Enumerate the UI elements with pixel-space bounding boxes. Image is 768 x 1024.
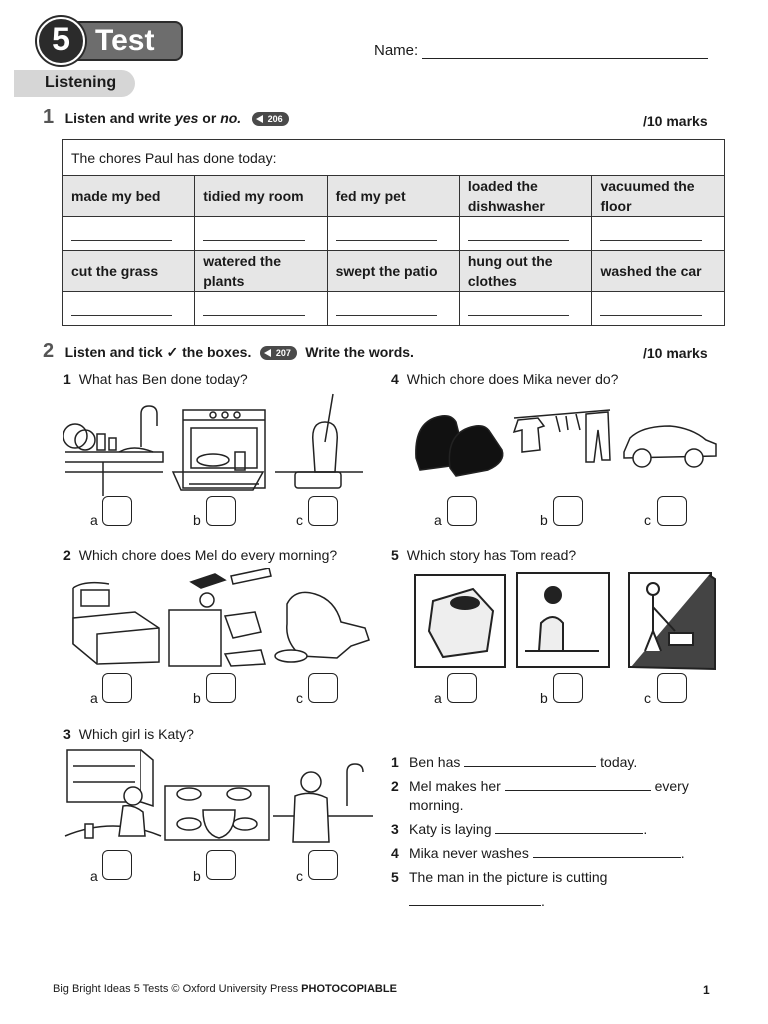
q1-no: no.	[220, 110, 242, 126]
table-row	[63, 251, 725, 292]
item-question-text: Which girl is Katy?	[78, 726, 194, 742]
tick-box-5b[interactable]	[553, 673, 583, 703]
answer-blank[interactable]	[495, 819, 643, 834]
chores-table	[62, 139, 725, 326]
unit-number-circle	[37, 17, 85, 65]
storybook-illustrations	[413, 571, 718, 671]
sentence-4	[391, 841, 721, 865]
q2-header	[43, 340, 414, 363]
answer-cell[interactable]	[459, 292, 592, 326]
tick-box-4a[interactable]	[447, 496, 477, 526]
table-row	[63, 176, 725, 217]
answer-blank[interactable]	[464, 752, 596, 767]
answer-cell[interactable]	[195, 217, 327, 251]
sentence-number: 4	[391, 845, 399, 861]
item-number: 1	[63, 371, 71, 387]
footer-photocopiable: PHOTOCOPIABLE	[301, 983, 397, 995]
tick-box-4b[interactable]	[553, 496, 583, 526]
q2-audio-track: 207	[275, 347, 291, 358]
option-label: b	[193, 512, 201, 528]
item4-pictures	[410, 396, 720, 486]
sentence-5	[391, 865, 721, 889]
tick-box-3c[interactable]	[308, 850, 338, 880]
sentence-number: 5	[391, 869, 399, 885]
tick-box-2b[interactable]	[206, 673, 236, 703]
unit-number: 5	[52, 21, 70, 57]
q2-audio-icon[interactable]	[260, 346, 297, 360]
q1-instruction	[65, 110, 242, 126]
q2-instruction: Listen and tick ✓ the boxes.	[64, 344, 252, 360]
sentence-text: .	[643, 821, 648, 837]
sentence-text: .	[680, 845, 685, 861]
q1-audio-track: 206	[267, 113, 283, 124]
chore-cell: vacuumed the floor	[592, 176, 725, 217]
item3-pictures	[63, 746, 373, 850]
sentence-number: 2	[391, 778, 399, 794]
sentence-number: 3	[391, 821, 399, 837]
answer-blank[interactable]	[533, 843, 681, 858]
sentence-text: Ben has	[409, 754, 461, 770]
option-label: a	[90, 512, 98, 528]
chore-cell: watered the plants	[195, 251, 327, 292]
tick-box-1a[interactable]	[102, 496, 132, 526]
option-label: a	[434, 690, 442, 706]
answer-cell[interactable]	[63, 217, 195, 251]
option-label: a	[90, 690, 98, 706]
option-label: b	[540, 690, 548, 706]
item-question	[63, 726, 194, 742]
sentence-text: today.	[600, 754, 638, 770]
q2-instruction-2: Write the words.	[305, 344, 414, 360]
q2-marks: /10 marks	[643, 345, 708, 361]
option-label: c	[644, 512, 651, 528]
answer-cell[interactable]	[63, 292, 195, 326]
answer-cell[interactable]	[327, 217, 459, 251]
table-row	[63, 292, 725, 326]
answer-cell[interactable]	[592, 217, 725, 251]
item-question	[391, 371, 618, 387]
chore-cell: hung out the clothes	[459, 251, 592, 292]
option-label: b	[540, 512, 548, 528]
answer-cell[interactable]	[195, 292, 327, 326]
tick-box-3a[interactable]	[102, 850, 132, 880]
sentence-list	[391, 750, 721, 913]
chores-table-caption: The chores Paul has done today:	[63, 140, 725, 176]
answer-blank[interactable]	[505, 776, 651, 791]
item-number: 3	[63, 726, 71, 742]
q1-instruction-text: Listen and write	[64, 110, 176, 126]
item-question	[391, 547, 576, 563]
chore-cell: made my bed	[63, 176, 195, 217]
option-label: c	[296, 512, 303, 528]
item-number: 4	[391, 371, 399, 387]
item-number: 5	[391, 547, 399, 563]
item1-pictures	[63, 392, 363, 496]
chore-cell: fed my pet	[327, 176, 459, 217]
bed-toybox-cat-illustrations	[65, 568, 375, 672]
q1-audio-icon[interactable]	[252, 112, 289, 126]
tick-box-2c[interactable]	[308, 673, 338, 703]
answer-blank[interactable]	[409, 891, 541, 906]
item5-pictures	[413, 571, 718, 671]
table-row	[63, 217, 725, 251]
sentence-5-cont	[391, 889, 721, 913]
q1-number: 1	[43, 106, 55, 128]
item-question-text: Which chore does Mel do every morning?	[78, 547, 338, 563]
tick-box-5a[interactable]	[447, 673, 477, 703]
sentence-text: .	[541, 893, 545, 909]
sentence-text: every	[654, 778, 689, 794]
q1-or: or	[198, 110, 221, 126]
footer-text: Big Bright Ideas 5 Tests © Oxford University Press	[53, 983, 302, 995]
sentence-text: The man in the picture is cutting	[409, 869, 608, 885]
q2-number: 2	[43, 340, 55, 362]
sentence-text: Mika never washes	[409, 845, 529, 861]
option-label: a	[434, 512, 442, 528]
kitchen-illustrations	[63, 392, 363, 496]
q1-yes: yes	[175, 110, 199, 126]
q1-header	[43, 106, 289, 129]
item-question-text: Which story has Tom read?	[406, 547, 577, 563]
option-label: a	[90, 868, 98, 884]
option-label: c	[296, 868, 303, 884]
item-number: 2	[63, 547, 71, 563]
name-rule[interactable]	[422, 44, 708, 59]
answer-cell[interactable]	[592, 292, 725, 326]
answer-cell[interactable]	[459, 217, 592, 251]
sentence-text: Katy is laying	[409, 821, 492, 837]
item-question-text: Which chore does Mika never do?	[406, 371, 619, 387]
name-label: Name:	[374, 42, 419, 59]
page-number: 1	[703, 983, 710, 997]
sentence-text: Mel makes her	[409, 778, 501, 794]
chore-cell: loaded the dishwasher	[459, 176, 592, 217]
section-tab	[14, 70, 135, 97]
tick-box-4c[interactable]	[657, 496, 687, 526]
chore-cell: washed the car	[592, 251, 725, 292]
option-label: b	[193, 868, 201, 884]
name-field[interactable]	[374, 42, 708, 59]
item-question-text: What has Ben done today?	[78, 371, 248, 387]
test-badge	[37, 17, 182, 63]
sentence-1	[391, 750, 721, 774]
girls-chores-illustrations	[63, 746, 373, 850]
tick-box-1b[interactable]	[206, 496, 236, 526]
q1-marks: /10 marks	[643, 113, 708, 129]
tick-box-5c[interactable]	[657, 673, 687, 703]
answer-cell[interactable]	[327, 292, 459, 326]
option-label: b	[193, 690, 201, 706]
chore-cell: cut the grass	[63, 251, 195, 292]
tick-box-2a[interactable]	[102, 673, 132, 703]
sentence-number: 1	[391, 754, 399, 770]
option-label: c	[296, 690, 303, 706]
sentence-text: morning.	[409, 797, 464, 813]
chore-cell: tidied my room	[195, 176, 327, 217]
tick-box-3b[interactable]	[206, 850, 236, 880]
sentence-3	[391, 817, 721, 841]
shoes-clothes-car-illustrations	[410, 396, 720, 486]
footer	[53, 983, 397, 995]
item2-pictures	[65, 568, 375, 672]
section-title: Listening	[45, 74, 117, 91]
tick-box-1c[interactable]	[308, 496, 338, 526]
item-question	[63, 547, 337, 563]
option-label: c	[644, 690, 651, 706]
test-title: Test	[95, 24, 155, 57]
chore-cell: swept the patio	[327, 251, 459, 292]
item-question	[63, 371, 248, 387]
